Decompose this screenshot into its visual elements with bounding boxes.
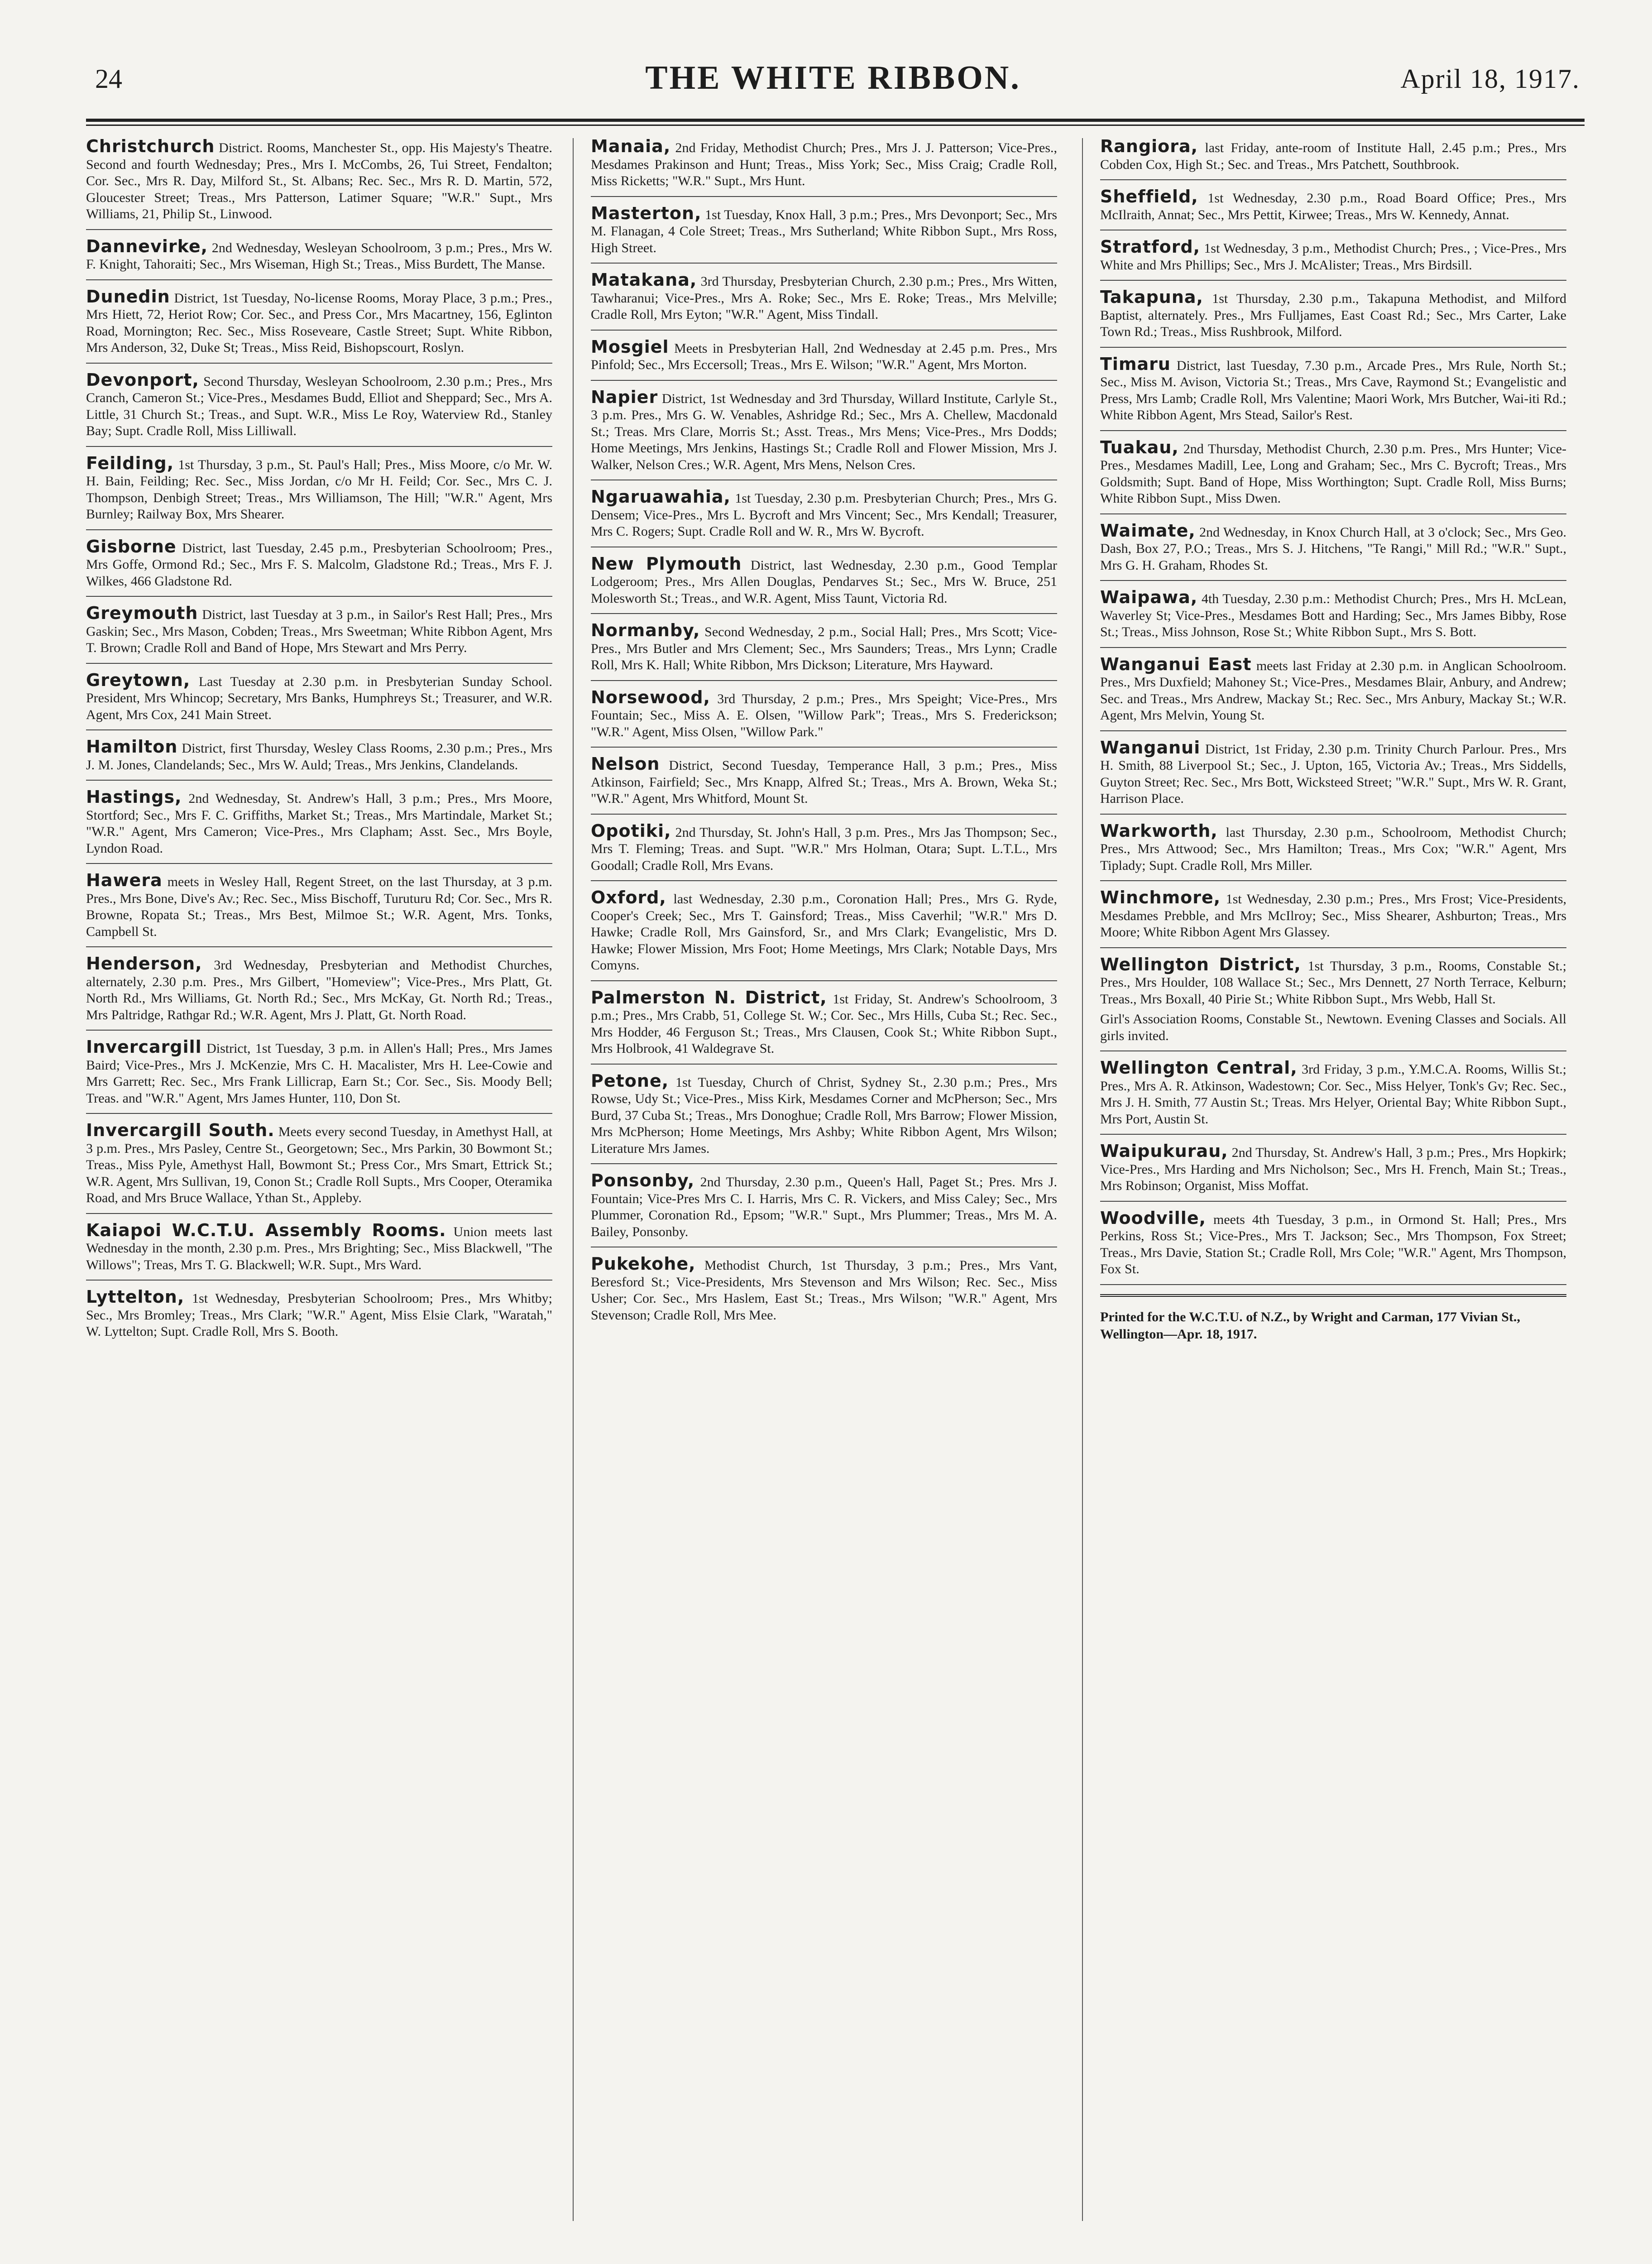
union-details: Methodist Church, 1st Thursday, 3 p.m.; Pres., Mrs Vant, Beresford St.; Vice-Presidents, Mrs Stevenson and Mrs Wilson; Rec. Sec., Miss Usher; Cor. Sec., Mrs Haslem, East St.; Treas., Mrs Wilson; "W.R." Agent, Mrs Stevenson; Cradle Roll, Mrs Mee. <box>591 1258 1057 1323</box>
header-rule <box>86 119 1585 126</box>
union-entry <box>86 1039 552 1114</box>
union-entry <box>86 1222 552 1281</box>
union-name: Manaia, <box>591 138 671 156</box>
union-details: 2nd Wednesday, in Knox Church Hall, at 3 o'clock; Sec., Mrs Geo. Dash, Box 27, P.O.; Treas., Mrs S. J. Hitchens, "Te Rangi," Mill Rd.; "W.R." Supt., Mrs G. H. Graham, Rhodes St. <box>1100 524 1566 573</box>
union-details: 2nd Friday, Methodist Church; Pres., Mrs J. J. Patterson; Vice-Pres., Mesdames Prakinson and Hunt; Treas., Miss York; Sec., Miss Craig; Cradle Roll, Miss Ricketts; "W.R." Supt., Mrs Hunt. <box>591 140 1057 188</box>
union-entry <box>591 272 1057 331</box>
union-name: Warkworth, <box>1100 820 1218 841</box>
column-divider <box>1082 138 1083 2221</box>
union-name: Hamilton <box>86 737 178 757</box>
union-details: 2nd Thursday, St. Andrew's Hall, 3 p.m.; Pres., Mrs Hopkirk; Vice-Pres., Mrs Harding and Mrs Nicholson; Sec., Mrs H. French, Main St.; Treas., Mrs Robinson; Organist, Miss Moffat. <box>1100 1145 1566 1193</box>
union-entry <box>591 1172 1057 1247</box>
union-name: Dannevirke, <box>86 236 208 256</box>
union-details: District, last Tuesday, 7.30 p.m., Arcade Pres., Mrs Rule, North St.; Sec., Miss M. Avison, Victoria St.; Treas., Mrs Cave, Raymond St.; Evangelistic and Press, Mrs Lamb; Cradle Roll, Mrs Valentine; Maori Work, Mrs Butcher, Wai-iti Rd.; White Ribbon Agent, Mrs Stead, Sailor's Rest. <box>1100 358 1566 422</box>
union-entry <box>1100 138 1566 180</box>
union-details: last Thursday, 2.30 p.m., Schoolroom, Methodist Church; Pres., Mrs Attwood; Sec., Mrs Hamilton; Treas., Mrs Cox; "W.R." Agent, Mrs Tiplady; Supt. Cradle Roll, Mrs Miller. <box>1100 825 1566 873</box>
union-name: Timaru <box>1100 354 1171 374</box>
union-details: 2nd Thursday, 2.30 p.m., Queen's Hall, Paget St.; Pres. Mrs J. Fountain; Vice-Pres Mrs C. I. Harris, Mrs C. R. Vickers, and Miss Caley; Sec., Mrs Plummer, Coronation Rd., Epsom; "W.R." Supt., Mrs Plummer; Treas., Mrs M. A. Bailey, Ponsonby. <box>591 1175 1057 1239</box>
masthead-title: THE WHITE RIBBON. <box>645 59 1021 96</box>
union-entry <box>591 1256 1057 1330</box>
union-name: Lyttelton, <box>86 1287 185 1307</box>
union-entry <box>86 872 552 947</box>
union-name: Matakana, <box>591 270 697 290</box>
union-details: 2nd Wednesday, Wesleyan Schoolroom, 3 p.m.; Pres., Mrs W. F. Knight, Tahoraiti; Sec., Mrs Wiseman, High St.; Treas., Miss Burdett, The Manse. <box>86 240 552 272</box>
union-name: Sheffield, <box>1100 187 1198 206</box>
union-entry <box>591 489 1057 547</box>
union-details: 4th Tuesday, 2.30 p.m.: Methodist Church; Pres., Mrs H. McLean, Waverley St; Vice-Pres., Mesdames Bott and Harding; Sec., Mrs James Bibby, Rose St.; Treas., Miss Johnson, Rose St.; White Ribbon Supt., Mrs S. Bott. <box>1100 591 1566 639</box>
union-name: Henderson, <box>86 954 202 974</box>
union-name: Stratford, <box>1100 237 1201 257</box>
union-entry <box>1100 1143 1566 1202</box>
union-entry <box>1100 520 1566 581</box>
union-name: Wanganui East <box>1100 654 1252 674</box>
union-name: Hastings, <box>86 787 182 807</box>
union-details: Meets every second Tuesday, in Amethyst Hall, at 3 p.m. Pres., Mrs Pasley, Centre St., Georgetown; Sec., Mrs Parkin, 30 Bowmont St.; Treas., Miss Pyle, Amethyst Hall, Bowmont St.; Press Cor., Mrs Smart, Ettrick St.; W.R. Agent, Mrs Sullivan, 19, Conon St.; Cradle Roll Supts., Mrs Cooper, Oteramika Road, and Mrs Bruce Wallace, Ythan St., Appleby. <box>86 1124 552 1205</box>
union-entry <box>1100 956 1566 1052</box>
union-details: 3rd Friday, 3 p.m., Y.M.C.A. Rooms, Willis St.; Pres., Mrs A. R. Atkinson, Wadestown; Cor. Sec., Miss Helyer, Tonk's Gv; Rec. Sec., Mrs J. H. Smith, 77 Austin St.; Treas. Mrs Helyer, Oriental Bay; White Ribbon Supt., Mrs Port, Austin St. <box>1100 1062 1566 1127</box>
union-details: 1st Wednesday, 2.30 p.m.; Pres., Mrs Frost; Vice-Presidents, Mesdames Prebble, and Mrs McIlroy; Sec., Miss Shearer, Ashburton; Treas., Mrs Moore; White Ribbon Agent Mrs Glassey. <box>1100 892 1566 940</box>
union-name: Normanby, <box>591 620 700 640</box>
union-name: Opotiki, <box>591 820 671 841</box>
union-details: Last Tuesday at 2.30 p.m. in Presbyterian Sunday School. President, Mrs Whincop; Secretary, Mrs Banks, Humphreys St.; Treasurer, and W.R. Agent, Mrs Cox, 241 Main Street. <box>86 674 552 722</box>
union-details: District, 1st Tuesday, 3 p.m. in Allen's Hall; Pres., Mrs James Baird; Vice-Pres., Mrs J. McKenzie, Mrs C. H. Macalister, Mrs H. Lee-Cowie and Mrs Garrett; Rec. Sec., Mrs Frank Lillicrap, Earn St.; Cor. Sec., Sis. Moody Bell; Treas. and "W.R." Agent, Mrs James Hunter, 110, Don St. <box>86 1041 552 1106</box>
union-name: Pukekohe, <box>591 1254 696 1274</box>
union-details: District, first Thursday, Wesley Class Rooms, 2.30 p.m.; Pres., Mrs J. M. Jones, Clandelands; Sec., Mrs W. Auld; Treas., Mrs Jenkins, Clandelands. <box>86 741 552 772</box>
union-entry <box>86 789 552 864</box>
union-entry <box>1100 889 1566 948</box>
union-entry <box>1100 439 1566 514</box>
union-details: District, 1st Friday, 2.30 p.m. Trinity Church Parlour. Pres., Mrs H. Smith, 88 Liverpool St.; Sec., J. Upton, 165, Victoria Av.; Treas., Mrs Siddells, Guyton Street; Rec. Sec., Mrs Bott, Wicksteed Street; "W.R." Supt., Mrs W. R. Grant, Harrison Place. <box>1100 741 1566 806</box>
union-details: Second Wednesday, 2 p.m., Social Hall; Pres., Mrs Scott; Vice-Pres., Mrs Butler and Mrs Clement; Sec., Mrs Saunders; Treas., Mrs Lynn; Cradle Roll, Mrs K. Hall; White Ribbon, Mrs Dickson; Literature, Mrs Hayward. <box>591 624 1057 672</box>
union-details: Second Thursday, Wesleyan Schoolroom, 2.30 p.m.; Pres., Mrs Cranch, Cameron St.; Vice-Pres., Mesdames Budd, Elliot and Sheppard; Sec., Mrs A. Little, 31 Church St.; Treas., and Supt. W.R., Miss Le Roy, Waterview Rd., Stanley Bay; Supt. Cradle Roll, Miss Lilliwall. <box>86 374 552 438</box>
union-entry <box>1100 739 1566 815</box>
union-details: 3rd Thursday, 2 p.m.; Pres., Mrs Speight; Vice-Pres., Mrs Fountain; Sec., Miss A. E. Olsen, "Willow Park"; Treas., Mrs S. Frederickson; "W.R." Agent, Miss Olsen, "Willow Park." <box>591 691 1057 739</box>
union-entry <box>86 538 552 597</box>
union-entry <box>86 369 552 447</box>
union-name: Wellington Central, <box>1100 1058 1298 1078</box>
union-name: Ponsonby, <box>591 1170 695 1190</box>
union-name: Gisborne <box>86 536 177 556</box>
column-2 <box>591 138 1057 2221</box>
union-details: meets last Friday at 2.30 p.m. in Anglican Schoolroom. Pres., Mrs Duxfield; Mahoney St.; Vice-Pres., Mesdames Blair, Anbury, and Andrew; Sec. and Treas., Mrs Andrew, Mackay St.; Rec. Sec., Mrs Anbury, Mackay St.; W.R. Agent, Mrs Melvin, Young St. <box>1100 658 1566 723</box>
union-entry <box>86 672 552 731</box>
union-details: last Friday, ante-room of Institute Hall, 2.45 p.m.; Pres., Mrs Cobden Cox, High St.; Sec. and Treas., Mrs Patchett, Southbrook. <box>1100 140 1566 172</box>
union-entry <box>86 739 552 781</box>
union-details: 2nd Wednesday, St. Andrew's Hall, 3 p.m.; Pres., Mrs Moore, Stortford; Sec., Mrs F. C. Griffiths, Market St.; Treas., Mrs Martindale, Market St.; "W.R." Agent, Mrs Cameron; Vice-Pres., Mrs Clapham; Asst. Sec., Mrs Boyle, Lyndon Road. <box>86 791 552 856</box>
union-entry <box>591 989 1057 1065</box>
union-details: 1st Wednesday, 2.30 p.m., Road Board Office; Pres., Mrs McIlraith, Annat; Sec., Mrs Pettit, Kirwee; Treas., Mrs W. Kennedy, Annat. <box>1100 191 1566 222</box>
union-entry <box>86 605 552 664</box>
union-name: Hawera <box>86 870 163 890</box>
union-entry <box>86 955 552 1031</box>
union-entry <box>591 889 1057 981</box>
union-name: Waipukurau, <box>1100 1141 1228 1161</box>
union-name: Invercargill <box>86 1037 202 1057</box>
union-details: 1st Thursday, 3 p.m., Rooms, Constable St.; Pres., Mrs Houlder, 108 Wallace St.; Sec., Mrs Dennett, 27 North Terrace, Kelburn; Treas., Mrs Boxall, 40 Pirie St.; White Ribbon Supt., Mrs Webb, Hall St. <box>1100 958 1566 1007</box>
union-details: 1st Wednesday, 3 p.m., Methodist Church; Pres., ; Vice-Pres., Mrs White and Mrs Phillips; Sec., Mrs J. McAlister; Treas., Mrs Birdsill. <box>1100 241 1566 273</box>
union-entry <box>591 205 1057 264</box>
union-details: 2nd Thursday, Methodist Church, 2.30 p.m. Pres., Mrs Hunter; Vice-Pres., Mesdames Madill, Lee, Long and Graham; Sec., Mrs C. Bycroft; Treas., Mrs Goldsmith; Supt. Band of Hope, Miss Worthington; Supt. Cradle Roll, Miss Burns; White Ribbon Supt., Miss Dwen. <box>1100 441 1566 506</box>
union-details: meets 4th Tuesday, 3 p.m., in Ormond St. Hall; Pres., Mrs Perkins, Ross St.; Vice-Pres., Mrs T. Jackson; Sec., Mrs Thompson, Fox Street; Treas., Mrs Davie, Station St.; Cradle Roll, Mrs Cole; "W.R." Agent, Mrs Thompson, Fox St. <box>1100 1212 1566 1276</box>
union-entry <box>86 138 552 230</box>
union-name: Palmerston N. District, <box>591 987 827 1007</box>
union-details: Meets in Presbyterian Hall, 2nd Wednesday at 2.45 p.m. Pres., Mrs Pinfold; Sec., Mrs Eccersoll; Treas., Mrs E. Wilson; "W.R." Agent, Mrs Morton. <box>591 341 1057 372</box>
union-details: 3rd Thursday, Presbyterian Church, 2.30 p.m.; Pres., Mrs Witten, Tawharanui; Vice-Pres., Mrs A. Roke; Sec., Mrs E. Roke; Treas., Mrs Melville; Cradle Roll, Mrs Eyton; "W.R." Agent, Miss Tindall. <box>591 274 1057 322</box>
column-1 <box>86 138 552 2221</box>
union-details: 1st Thursday, 3 p.m., St. Paul's Hall; Pres., Miss Moore, c/o Mr. W. H. Bain, Feilding; Rec. Sec., Miss Jordan, c/o Mr H. Feild; Cor. Sec., Mrs C. J. Thompson, Denbigh Street; Treas., Mrs Williamson, The Hill; "W.R." Agent, Mrs Burnley; Railway Box, Mrs Shearer. <box>86 457 552 522</box>
page-number: 24 <box>95 64 122 94</box>
union-entry <box>591 138 1057 197</box>
union-entry <box>591 1070 1057 1165</box>
union-entry <box>1100 188 1566 230</box>
union-details: District. Rooms, Manchester St., opp. His Majesty's Theatre. Second and fourth Wednesday; Pres., Mrs I. McCombs, 26, Tui Street, Fendalton; Cor. Sec., Mrs R. Day, Milford St., St. Albans; Rec. Sec., Mrs R. D. Martin, 572, Gloucester Street; Treas., Mrs Patterson, Latimer Square; "W.R." Supt., Mrs Williams, 21, Philip St., Linwood. <box>86 140 552 221</box>
union-name: Napier <box>591 387 658 407</box>
union-entry <box>1100 656 1566 731</box>
union-note: Girl's Association Rooms, Constable St., Newtown. Evening Classes and Socials. All girls invited. <box>1100 1012 1566 1043</box>
union-details: 1st Wednesday, Presbyterian Schoolroom; Pres., Mrs Whitby; Sec., Mrs Bromley; Treas., Mrs Clark; "W.R." Agent, Miss Elsie Clark, "Waratah," W. Lyttelton; Supt. Cradle Roll, Mrs S. Booth. <box>86 1291 552 1339</box>
union-name: Nelson <box>591 754 660 774</box>
union-entry <box>1100 820 1566 882</box>
union-name: Wanganui <box>1100 737 1201 758</box>
union-entry <box>86 1289 552 1347</box>
union-details: 1st Tuesday, Church of Christ, Sydney St., 2.30 p.m.; Pres., Mrs Rowse, Udy St.; Vice-Pres., Miss Kirk, Mesdames Corner and McPherson; Sec., Mrs Burd, 37 Cuba St.; Treas., Mrs Donoghue; Cradle Roll, Mrs Barrow; Flower Mission, Mrs McPherson; Home Meetings, Mrs Ashby; White Ribbon Agent, Mrs Wilson; Literature Mrs James. <box>591 1074 1057 1156</box>
union-name: Waipawa, <box>1100 587 1198 607</box>
union-entry <box>86 1122 552 1214</box>
column-divider <box>573 138 574 2221</box>
union-details: meets in Wesley Hall, Regent Street, on the last Thursday, at 3 p.m. Pres., Mrs Bone, Dive's Av.; Rec. Sec., Miss Bischoff, Turuturu Rd; Cor. Sec., Mrs R. Browne, Ropata St.; Treas., Mrs Best, Milmoe St.; W.R. Agent, Mrs. Tonks, Campbell St. <box>86 874 552 939</box>
union-entry <box>86 238 552 280</box>
union-details: District, 1st Tuesday, No-license Rooms, Moray Place, 3 p.m.; Pres., Mrs Hiett, 72, Heriot Row; Cor. Sec., and Press Cor., Mrs Macartney, 156, Eglinton Road, Mornington; Rec. Sec., Miss Roseveare, Castle Street; Supt. White Ribbon, Mrs Anderson, 32, Duke St; Treas., Miss Reid, Bishopscourt, Roslyn. <box>86 290 552 355</box>
union-name: Waimate, <box>1100 520 1196 541</box>
printer-imprint: Printed for the W.C.T.U. of N.Z., by Wright and Carman, 177 Vivian St., Wellington—Apr. 18, 1917. <box>1100 1294 1566 1343</box>
union-entry <box>591 820 1057 882</box>
union-name: Invercargill South. <box>86 1120 275 1140</box>
union-entry <box>1100 1060 1566 1135</box>
union-entry <box>1100 1210 1566 1285</box>
union-name: Mosgiel <box>591 336 669 357</box>
union-name: Woodville, <box>1100 1208 1207 1228</box>
union-details: last Wednesday, 2.30 p.m., Coronation Hall; Pres., Mrs G. Ryde, Cooper's Creek; Sec., Mrs T. Gainsford; Treas., Miss Caverhil; "W.R." Mrs D. Hawke; Cradle Roll, Mrs Gainsford, Sr., and Mrs Clark; Evangelistic, Mrs D. Hawke; Flower Mission, Mrs Foot; Home Meetings, Mrs Clark; Notable Days, Mrs Comyns. <box>591 892 1057 973</box>
column-3 <box>1100 138 1566 2221</box>
union-entry <box>1100 239 1566 281</box>
union-details: 3rd Wednesday, Presbyterian and Methodist Churches, alternately, 2.30 p.m. Pres., Mrs Gilbert, "Homeview"; Vice-Pres., Mrs Platt, Gt. North Rd., Mrs Williams, Gt. North Rd.; Sec., Mrs McKay, Gt. North Rd.; Treas., Mrs Paltridge, Rathgar Rd.; W.R. Agent, Mrs J. Platt, Gt. North Road. <box>86 958 552 1022</box>
union-name: Feilding, <box>86 453 174 473</box>
union-details: 1st Thursday, 2.30 p.m., Takapuna Methodist, and Milford Baptist, alternately. Pres., Mrs Fulljames, East Coast Rd.; Sec., Mrs Carter, Lake Town Rd.; Treas., Miss Rushbrook, Milford. <box>1100 291 1566 339</box>
union-details: District, last Tuesday, 2.45 p.m., Presbyterian Schoolroom; Pres., Mrs Goffe, Ormond Rd.; Sec., Mrs F. S. Malcolm, Gladstone Rd.; Treas., Mrs F. J. Wilkes, 466 Gladstone Rd. <box>86 540 552 589</box>
union-name: Christchurch <box>86 138 215 156</box>
union-details: District, 1st Wednesday and 3rd Thursday, Willard Institute, Carlyle St., 3 p.m. Pres., Mrs G. W. Venables, Ashridge Rd.; Sec., Mrs A. Chellew, Macdonald St.; Treas. Mrs Clare, Morris St.; Asst. Treas., Mrs Mens; Vice-Pres., Mrs Dodds; Home Meetings, Mrs Jenkins, Hastings St.; Cradle Roll and Flower Mission, Mrs J. Walker, Nelson Cres.; W.R. Agent, Mrs Mens, Nelson Cres. <box>591 391 1057 472</box>
union-entry <box>86 455 552 530</box>
union-name: Kaiapoi W.C.T.U. Assembly Rooms. <box>86 1220 446 1240</box>
union-name: Greytown, <box>86 670 191 690</box>
union-name: Devonport, <box>86 369 199 390</box>
union-details: 1st Tuesday, 2.30 p.m. Presbyterian Church; Pres., Mrs G. Densem; Vice-Pres., Mrs L. Bycroft and Mrs Vincent; Sec., Mrs Kendall; Treasurer, Mrs C. Rogers; Supt. Cradle Roll and W. R., Mrs W. Bycroft. <box>591 491 1057 539</box>
union-entry <box>86 288 552 364</box>
union-name: Wellington District, <box>1100 954 1301 974</box>
union-details: 1st Friday, St. Andrew's Schoolroom, 3 p.m.; Pres., Mrs Crabb, 51, College St. W.; Cor. Sec., Mrs Hills, Cuba St.; Rec. Sec., Mrs Hodder, 46 Ferguson St.; Treas., Mrs Clausen, Cook St.; White Ribbon Supt., Mrs Holbrook, 41 Waldegrave St. <box>591 991 1057 1056</box>
union-entry <box>591 622 1057 681</box>
union-name: Dunedin <box>86 286 170 307</box>
union-name: Oxford, <box>591 887 666 907</box>
union-name: Petone, <box>591 1070 669 1091</box>
union-name: Greymouth <box>86 603 198 623</box>
union-name: Masterton, <box>591 203 702 223</box>
union-name: Winchmore, <box>1100 887 1221 907</box>
page-header <box>86 54 1580 118</box>
union-details: District, last Wednesday, 2.30 p.m., Good Templar Lodgeroom; Pres., Mrs Allen Douglas, Pendarves St.; Sec., Mrs W. Bruce, 251 Molesworth St.; Treas., and W.R. Agent, Miss Taunt, Victoria Rd. <box>591 557 1057 606</box>
union-entry <box>1100 589 1566 648</box>
union-entry <box>591 689 1057 748</box>
union-name: New Plymouth <box>591 553 742 574</box>
issue-date: April 18, 1917. <box>1400 64 1580 94</box>
union-details: District, Second Tuesday, Temperance Hall, 3 p.m.; Pres., Miss Atkinson, Fairfield; Sec., Mrs Knapp, Alfred St.; Treas., Mrs A. Brown, Weka St.; "W.R." Agent, Mrs Whitford, Mount St. <box>591 758 1057 806</box>
union-entry <box>1100 356 1566 431</box>
union-entry <box>591 336 1057 381</box>
union-entry <box>591 756 1057 815</box>
union-name: Ngaruawahia, <box>591 487 731 507</box>
union-details: Union meets last Wednesday in the month, 2.30 p.m. Pres., Mrs Brighting; Sec., Miss Blackwell, "The Willows"; Treas, Mrs T. G. Blackwell; W.R. Supt., Mrs Ward. <box>86 1224 552 1272</box>
union-entry <box>591 553 1057 614</box>
union-name: Takapuna, <box>1100 287 1203 307</box>
union-name: Norsewood, <box>591 687 710 707</box>
union-entry <box>591 389 1057 481</box>
union-name: Tuakau, <box>1100 437 1179 457</box>
union-details: 2nd Thursday, St. John's Hall, 3 p.m. Pres., Mrs Jas Thompson; Sec., Mrs T. Fleming; Treas. and Supt. "W.R." Mrs Holman, Otara; Supt. L.T.L., Mrs Goodall; Cradle Roll, Mrs Evans. <box>591 825 1057 873</box>
union-directory <box>86 138 1585 2221</box>
union-details: 1st Tuesday, Knox Hall, 3 p.m.; Pres., Mrs Devonport; Sec., Mrs M. Flanagan, 4 Cole Street; Treas., Mrs Sutherland; White Ribbon Supt., Mrs Ross, High Street. <box>591 207 1057 255</box>
union-entry <box>1100 289 1566 348</box>
union-details: District, last Tuesday at 3 p.m., in Sailor's Rest Hall; Pres., Mrs Gaskin; Sec., Mrs Mason, Cobden; Treas., Mrs Sweetman; White Ribbon Agent, Mrs T. Brown; Cradle Roll and Band of Hope, Mrs Stewart and Mrs Perry. <box>86 607 552 655</box>
union-name: Rangiora, <box>1100 138 1198 156</box>
